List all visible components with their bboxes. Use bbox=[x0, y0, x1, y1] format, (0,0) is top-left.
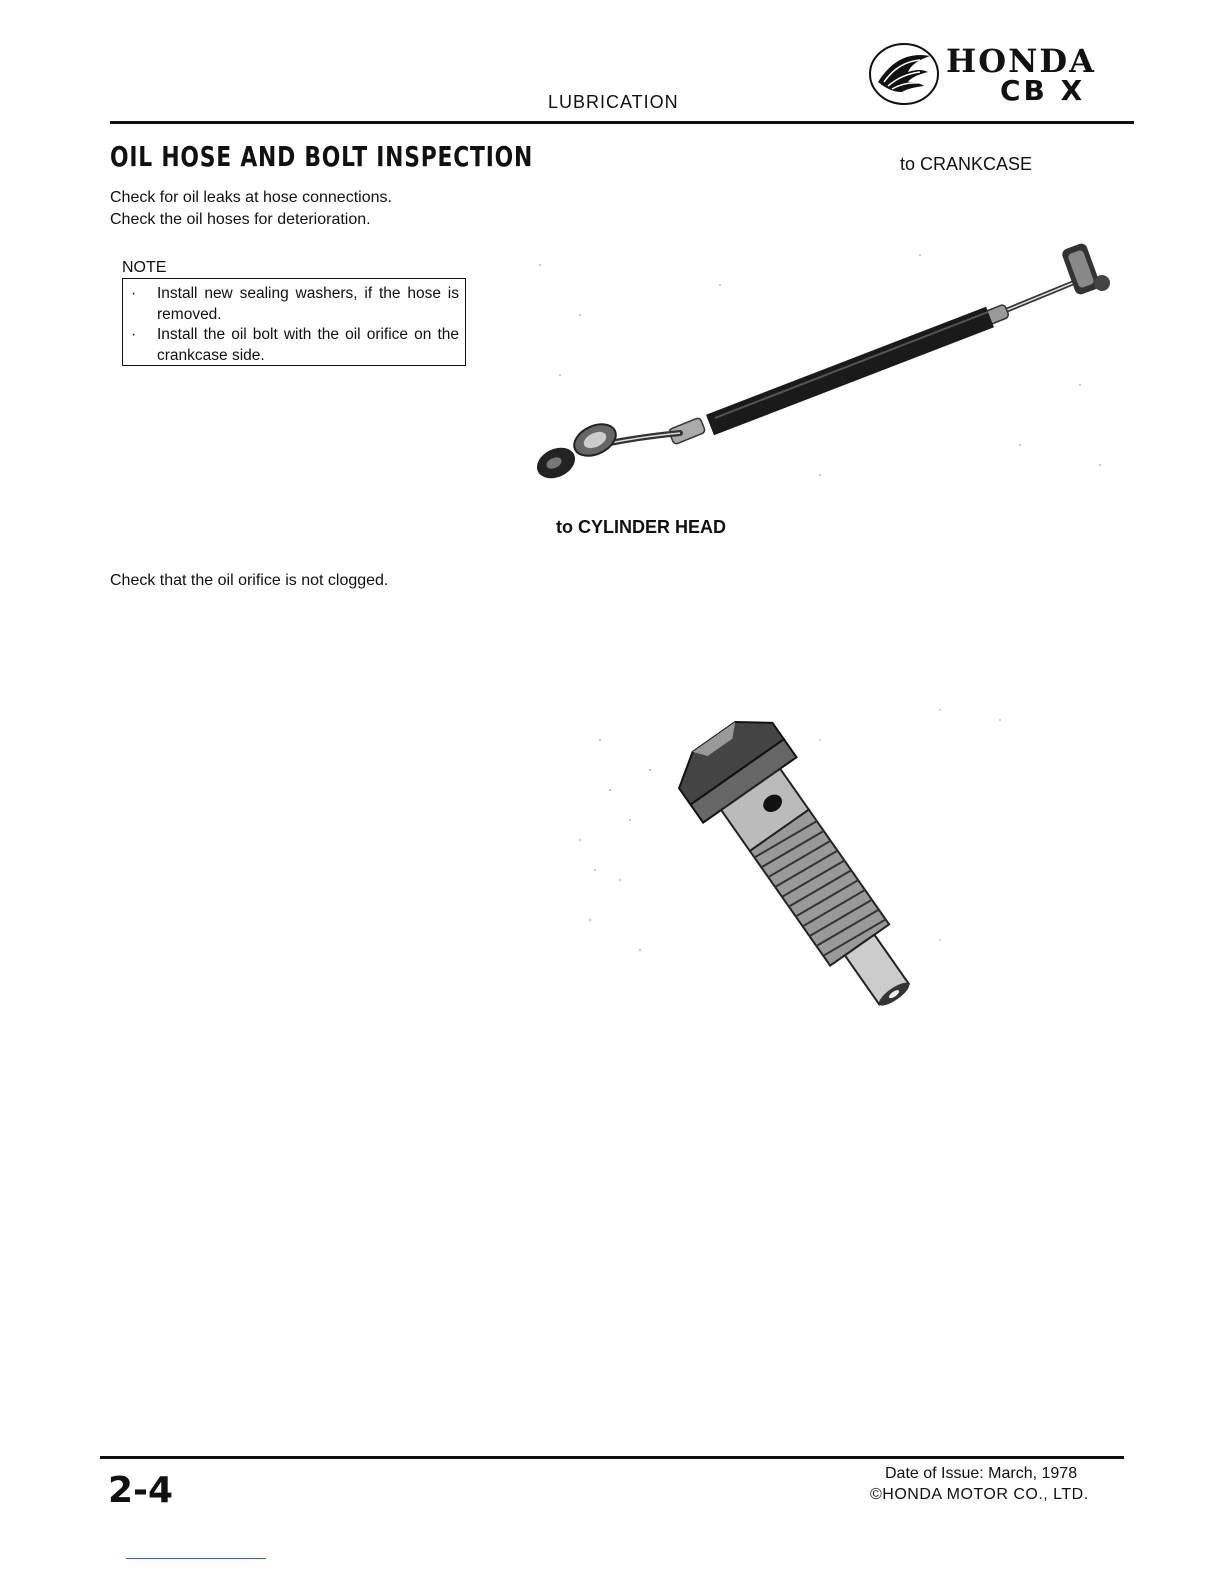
note-item bbox=[131, 283, 459, 325]
model-name: CB X bbox=[1000, 74, 1086, 107]
copyright: ©HONDA MOTOR CO., LTD. bbox=[870, 1486, 1089, 1503]
note-item-text: Install new sealing washers, if the hose is removed. bbox=[157, 285, 459, 323]
brand-logo-text: HONDA bbox=[946, 42, 1096, 80]
honda-wing-emblem-icon bbox=[868, 42, 940, 106]
page-title: OIL HOSE AND BOLT INSPECTION bbox=[110, 140, 534, 173]
figure-label-crankcase: to CRANKCASE bbox=[900, 154, 1033, 174]
header-rule bbox=[110, 121, 1134, 124]
footer-rule bbox=[100, 1456, 1124, 1459]
note-label: NOTE bbox=[122, 259, 167, 276]
oil-hose-photo bbox=[520, 225, 1140, 515]
note-item-text: Install the oil bolt with the oil orifice on the crankcase side. bbox=[157, 326, 459, 364]
note-box bbox=[122, 278, 466, 366]
note-item bbox=[131, 324, 459, 366]
section-label: LUBRICATION bbox=[548, 92, 679, 112]
issue-date: Date of Issue: March, 1978 bbox=[885, 1465, 1078, 1482]
page-number: 2-4 bbox=[108, 1470, 174, 1511]
bullet: · bbox=[131, 326, 137, 343]
footer-link-underline bbox=[126, 1558, 266, 1559]
bullet: · bbox=[131, 285, 137, 302]
oil-bolt-photo bbox=[520, 620, 1060, 1010]
intro-line-1: Check for oil leaks at hose connections. bbox=[110, 189, 392, 206]
figure-label-cylinder-head: to CYLINDER HEAD bbox=[556, 517, 726, 537]
orifice-instruction: Check that the oil orifice is not clogged. bbox=[110, 572, 389, 589]
intro-line-2: Check the oil hoses for deterioration. bbox=[110, 211, 371, 228]
